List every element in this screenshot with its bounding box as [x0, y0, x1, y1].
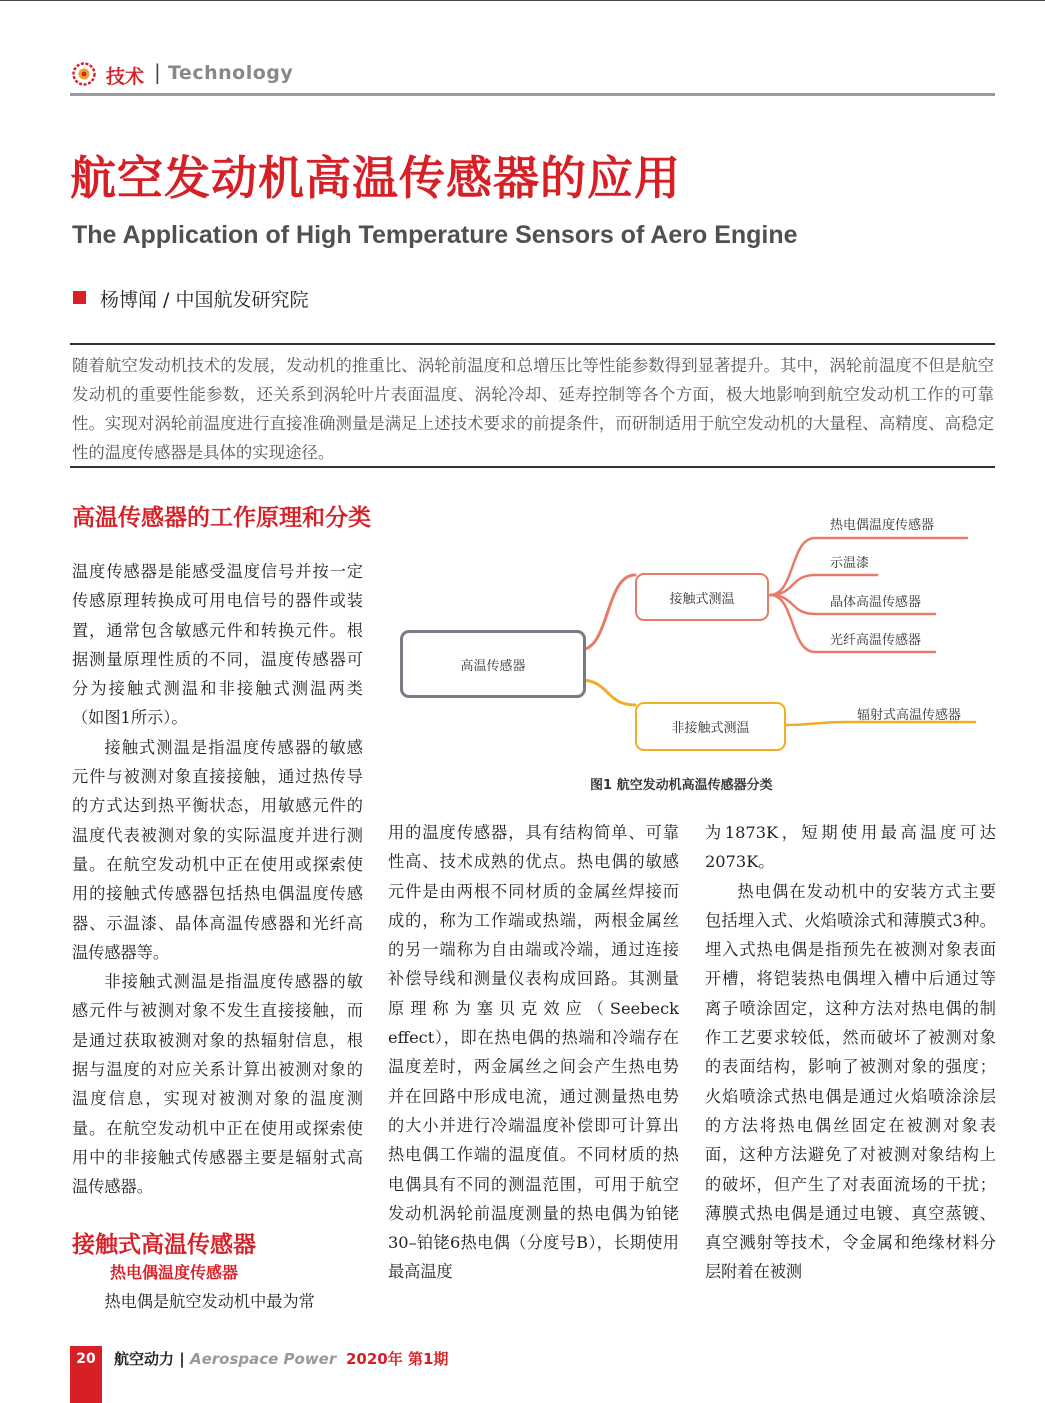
article-title-en: The Application of High Temperature Sensors of Aero Engine [72, 221, 798, 249]
figure-leaf-temp-paint: 示温漆 [830, 556, 870, 571]
column-1-continued [72, 1287, 363, 1316]
figure-caption: 图1 航空发动机高温传感器分类 [590, 778, 773, 793]
abstract-rule-top [70, 343, 995, 345]
column-2 [388, 818, 679, 1287]
journal-name [114, 1348, 336, 1369]
journal-logo-icon [72, 62, 96, 86]
top-rule [0, 0, 1045, 1]
section-label-cn: 技术 [106, 66, 145, 88]
column-3 [705, 818, 996, 1287]
figure-leaf-crystal: 晶体高温传感器 [830, 595, 922, 610]
section-label-en: Technology [168, 62, 294, 84]
abstract-rule-bottom [70, 466, 995, 468]
connector-root-contact [580, 575, 635, 650]
figure-1 [385, 500, 1000, 780]
journal-name-cn: 航空动力 [114, 1350, 175, 1368]
figure-node-root: 高温传感器 [400, 630, 586, 698]
figure-leaf-radiation: 辐射式高温传感器 [857, 708, 962, 723]
column-1 [72, 557, 363, 1202]
abstract: 随着航空发动机技术的发展，发动机的推重比、涡轮前温度和总增压比等性能参数得到显著提升。其中，涡轮前温度不但是航空发动机的重要性能参数，还关系到涡轮叶片表面温度、涡轮冷却、延寿控制等各个方面，极大地影响到航空发动机工作的可靠性。实现对涡轮前温度进行直接准确测量是满足上述技术要求的前提条件，而研制适用于航空发动机的大量程、高精度、高稳定性的温度传感器是具体的实现途径。 [72, 356, 994, 462]
paragraph: 非接触式测温是指温度传感器的敏感元件与被测对象不发生直接接触，而是通过获取被测对象的热辐射信息，根据与温度的对应关系计算出被测对象的温度信息，实现对被测对象的温度测量。在航空发动机中正在使用或探索使用中的非接触式传感器主要是辐射式高温传感器。 [72, 972, 363, 1197]
figure-node-contact: 接触式测温 [635, 573, 769, 621]
page-number: 20 [76, 1351, 96, 1367]
connector-root-noncontact [580, 680, 635, 705]
paragraph: 热电偶在发动机中的安装方式主要包括埋入式、火焰喷涂式和薄膜式3种。埋入式热电偶是指预先在被测对象表面开槽，将铠装热电偶埋入槽中后通过等离子喷涂固定，这种方法对热电偶的制作工艺要求较低，然而破坏了被测对象的表面结构，影响了被测对象的强度；火焰喷涂式热电偶是通过火焰喷涂涂层的方法将热电偶丝固定在被测对象表面，这种方法避免了对被测对象结构上的破坏，但产生了对表面流场的干扰；薄膜式热电偶是通过电镀、真空蒸镀、真空溅射等技术，令金属和绝缘材料分层附着在被测 [705, 881, 996, 1282]
header-rule [70, 93, 995, 96]
author-marker-icon [73, 291, 86, 304]
section-heading-principle: 高温传感器的工作原理和分类 [72, 505, 371, 531]
figure-node-noncontact: 非接触式测温 [635, 702, 786, 751]
figure-leaf-thermocouple: 热电偶温度传感器 [830, 518, 935, 533]
paragraph: 为1873K，短期使用最高温度可达2073K。 [705, 823, 996, 872]
paragraph: 温度传感器是能感受温度信号并按一定传感原理转换成可用电信号的器件或装置，通常包含敏感元件和转换元件。根据测量原理性质的不同，温度传感器可分为接触式测温和非接触式测温两类（如图1所示）。 [72, 562, 363, 728]
subsection-heading-thermocouple: 热电偶温度传感器 [110, 1263, 239, 1282]
paragraph: 热电偶是航空发动机中最为常 [104, 1292, 315, 1311]
journal-issue: 2020年 第1期 [346, 1350, 449, 1368]
figure-leaf-fiber-optic: 光纤高温传感器 [830, 633, 922, 648]
section-heading-contact: 接触式高温传感器 [72, 1232, 256, 1258]
journal-name-en: Aerospace Power [189, 1350, 337, 1368]
paragraph: 用的温度传感器，具有结构简单、可靠性高、技术成熟的优点。热电偶的敏感元件是由两根不同材质的金属丝焊接而成的，称为工作端或热端，两根金属丝的另一端称为自由端或冷端，通过连接补偿导线和测量仪表构成回路。其测量原理称为塞贝克效应（Seebeck effect），即在热电偶的热端和冷端存在温度差时，两金属丝之间会产生热电势并在回路中形成电流，通过测量热电势的大小并进行冷端温度补偿即可计算出热电偶工作端的温度值。不同材质的热电偶具有不同的测温范围，可用于航空发动机涡轮前温度测量的热电偶为铂铑30–铂铑6热电偶（分度号B），长期使用最高温度 [388, 823, 679, 1282]
article-title-cn: 航空发动机高温传感器的应用 [70, 151, 681, 205]
paragraph: 接触式测温是指温度传感器的敏感元件与被测对象直接接触，通过热传导的方式达到热平衡状态，用敏感元件的温度代表被测对象的实际温度并进行测量。在航空发动机中正在使用或探索使用的接触式传感器包括热电偶温度传感器、示温漆、晶体高温传感器和光纤高温传感器等。 [72, 737, 363, 962]
author-line: 杨博闻 / 中国航发研究院 [100, 289, 309, 311]
journal-separator: | [179, 1350, 185, 1368]
section-separator: | [154, 60, 161, 84]
